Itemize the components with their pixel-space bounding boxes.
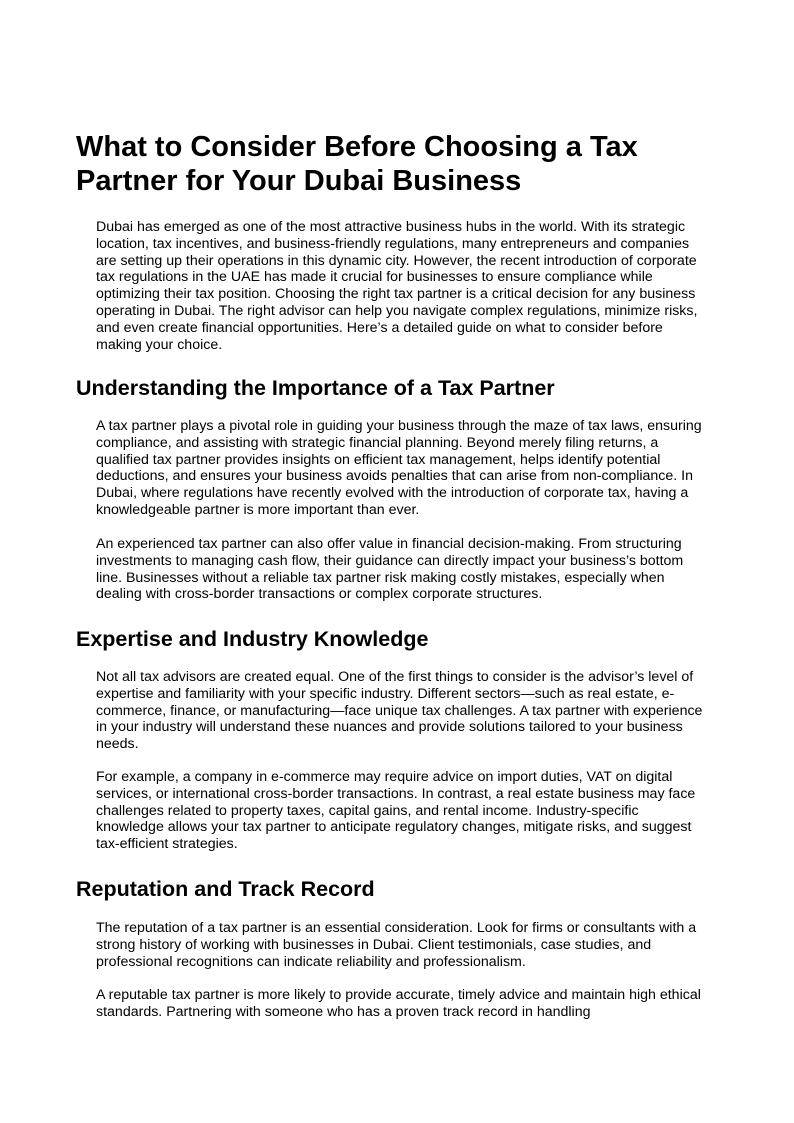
section-paragraph: For example, a company in e-commerce may require advice on import duties, VAT on digital services, or international cross-border transactions. In contrast, a real estate business may face challenges related to property taxes, capital gains, and rental income. Industry-specific knowledge allows your tax partner to anticipate regulatory changes, mitigate risks, and suggest tax-efficient strategies. xyxy=(96,769,696,853)
page-title: What to Consider Before Choosing a Tax Partner for Your Dubai Business xyxy=(76,131,638,197)
intro-paragraph: Dubai has emerged as one of the most attractive business hubs in the world. With its strategic location, tax incentives, and business-friendly regulations, many entrepreneurs and companies are setting up their operations in this dynamic city. However, the recent introduction of corporate tax regulations in the UAE has made it crucial for businesses to ensure compliance while optimizing their tax position. Choosing the right tax partner is a critical decision for any business operating in Dubai. The right advisor can help you navigate complex regulations, minimize risks, and even create financial opportunities. Here’s a detailed guide on what to consider before making your choice. xyxy=(96,219,698,353)
section-heading-reputation: Reputation and Track Record xyxy=(76,877,375,901)
section-heading-expertise: Expertise and Industry Knowledge xyxy=(76,627,429,651)
section-heading-importance: Understanding the Importance of a Tax Partner xyxy=(76,376,555,400)
section-paragraph: A tax partner plays a pivotal role in guiding your business through the maze of tax laws, ensuring compliance, and assisting with strategic financial planning. Beyond merely filing returns, a qualified tax partner provides insights on efficient tax management, helps identify potential deductions, and ensures your business avoids penalties that can arise from non-compliance. In Dubai, where regulations have recently evolved with the introduction of corporate tax, having a knowledgeable partner is more important than ever. xyxy=(96,418,702,518)
section-paragraph: A reputable tax partner is more likely to provide accurate, timely advice and maintain high ethical standards. Partnering with someone who has a proven track record in handling xyxy=(96,987,701,1020)
section-paragraph: Not all tax advisors are created equal. One of the first things to consider is the advisor’s level of expertise and familiarity with your specific industry. Different sectors—such as real estate, e-commerce, finance, or manufacturing—face unique tax challenges. A tax partner with experience in your industry will understand these nuances and provide solutions tailored to your business needs. xyxy=(96,669,703,753)
section-paragraph: The reputation of a tax partner is an essential consideration. Look for firms or consultants with a strong history of working with businesses in Dubai. Client testimonials, case studies, and professional recognitions can indicate reliability and professionalism. xyxy=(96,920,697,970)
section-paragraph: An experienced tax partner can also offer value in financial decision-making. From structuring investments to managing cash flow, their guidance can directly impact your business’s bottom line. Businesses without a reliable tax partner risk making costly mistakes, especially when dealing with cross-border transactions or complex corporate structures. xyxy=(96,536,684,603)
